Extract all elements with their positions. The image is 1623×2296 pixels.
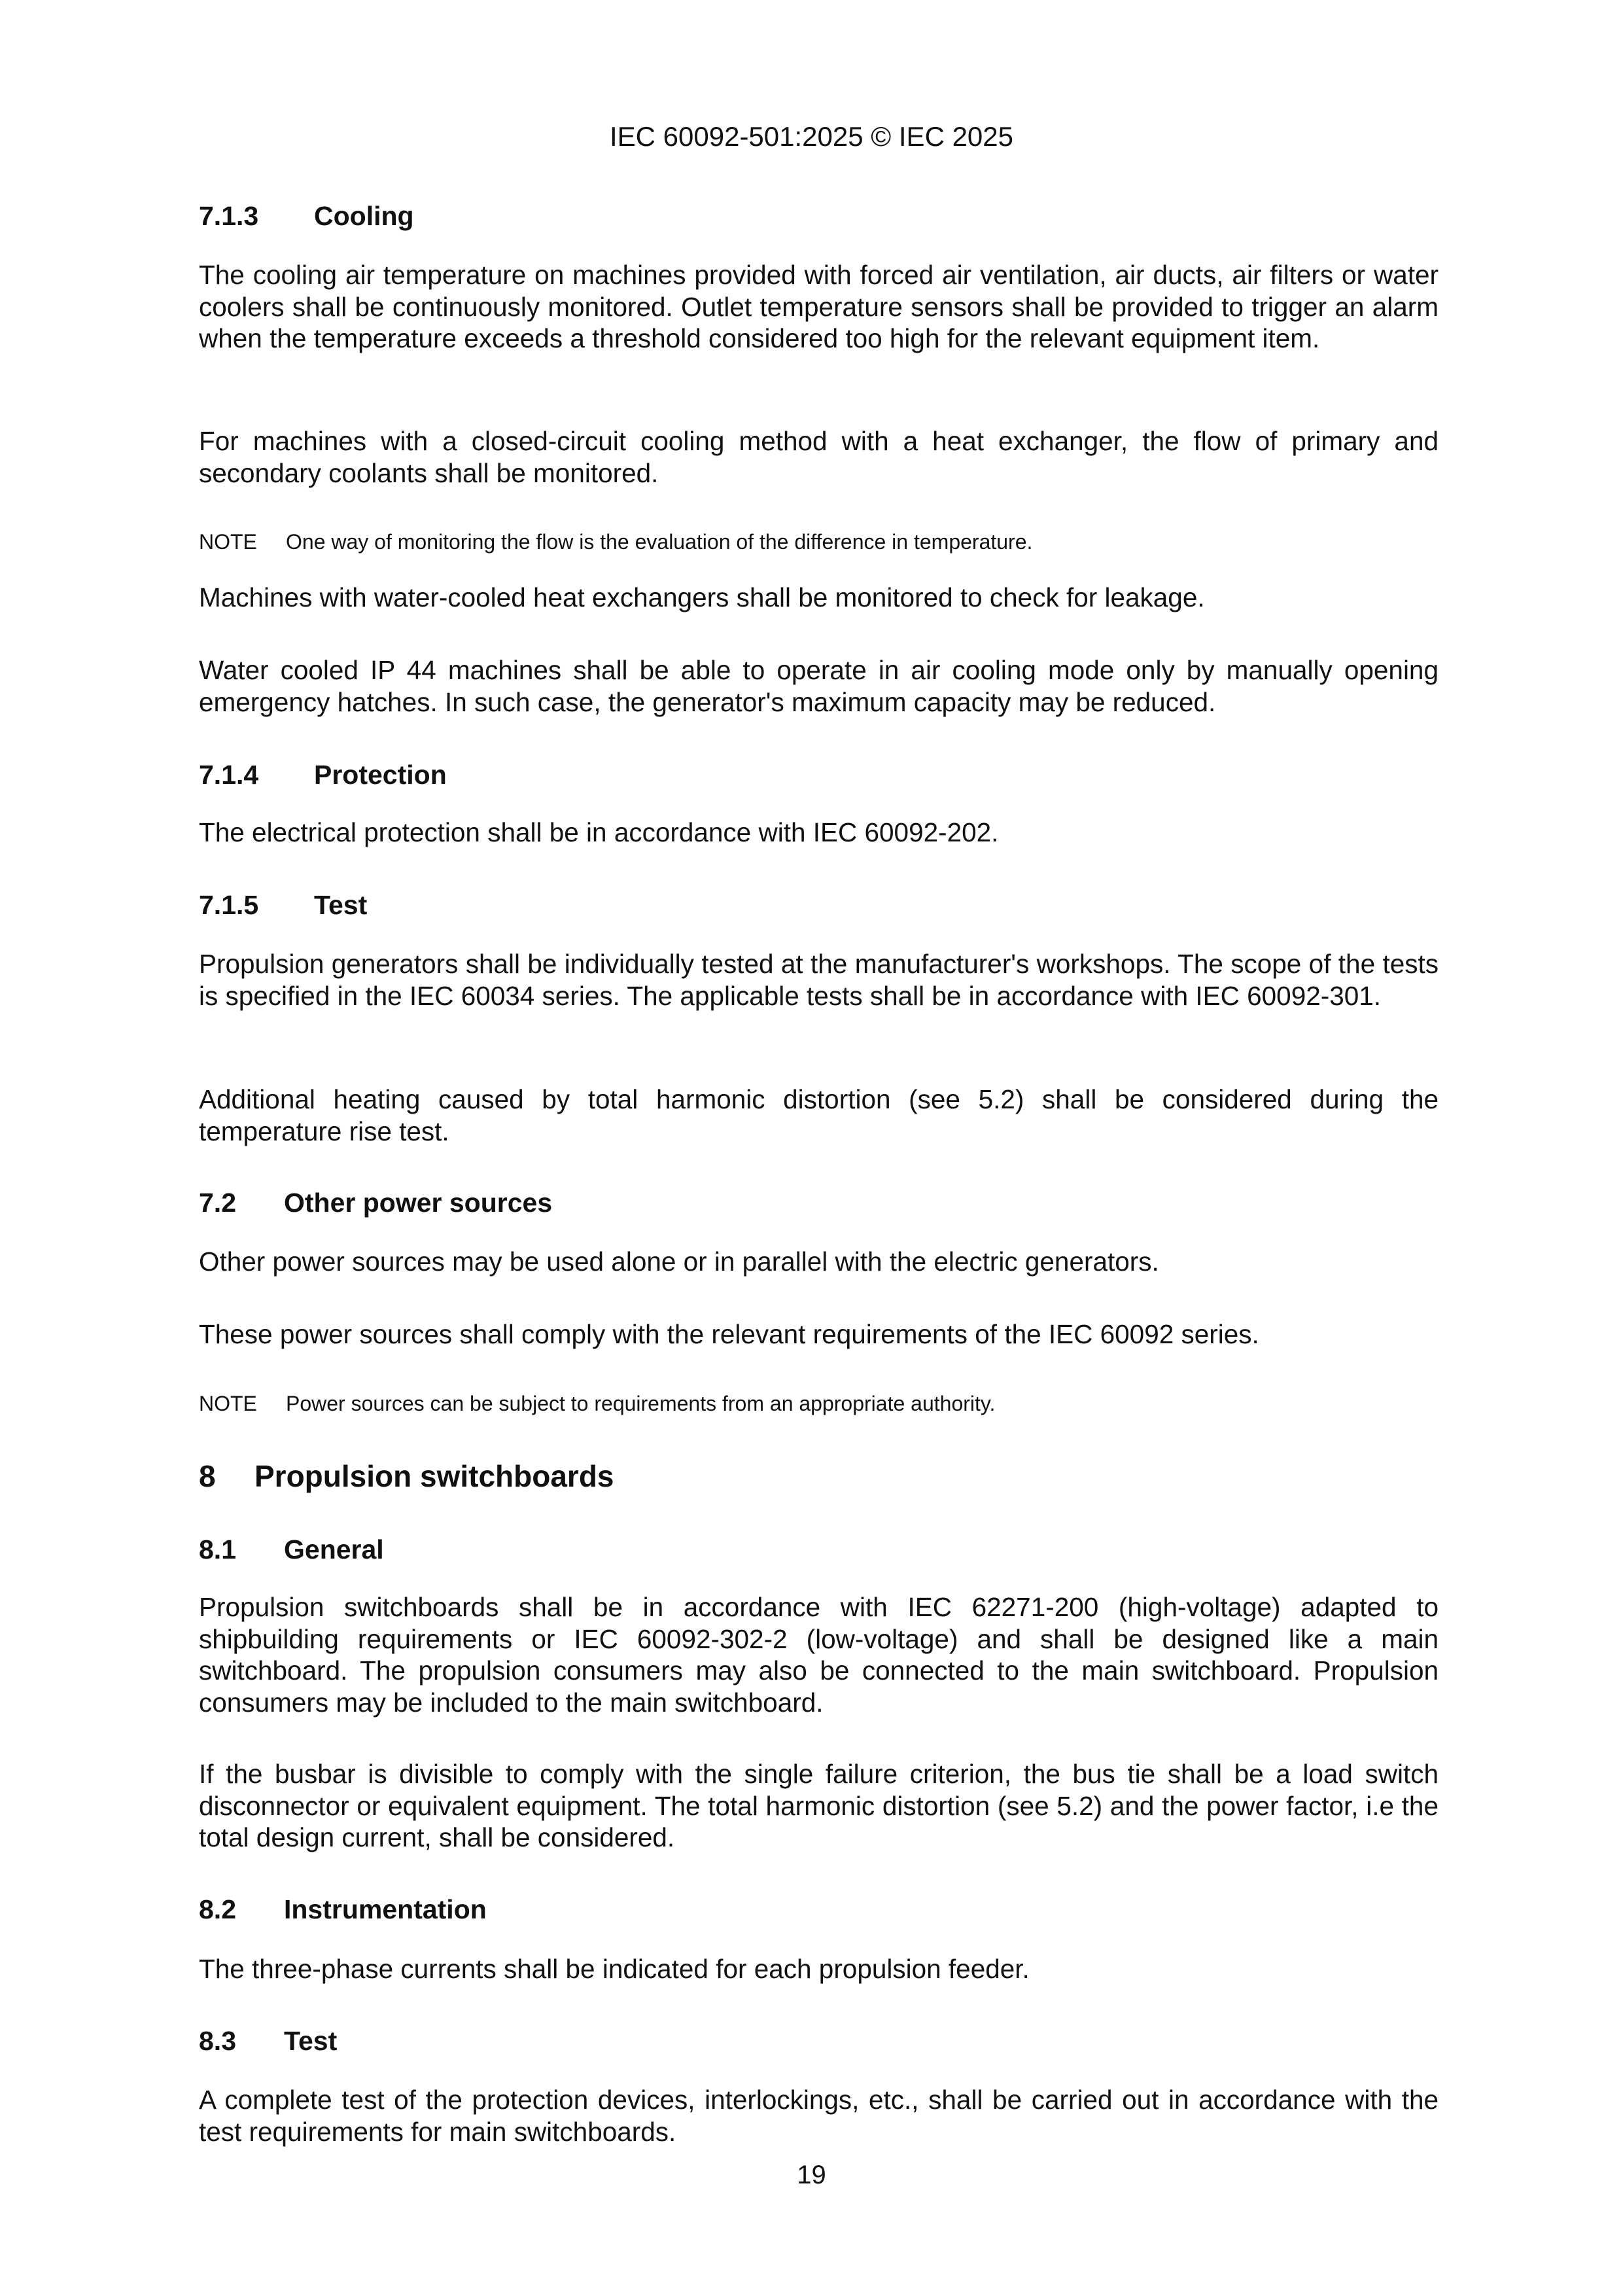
paragraph-cooling-3: Machines with water-cooled heat exchangers shall be monitored to check for leakage. (199, 582, 1205, 612)
paragraph-instrumentation-1: The three-phase currents shall be indicated for each propulsion feeder. (199, 1954, 1030, 1984)
heading-title: Protection (314, 760, 447, 790)
heading-title: Test (284, 2026, 338, 2056)
heading-8 (199, 1458, 1439, 1494)
paragraph-cooling-4: Water cooled IP 44 machines shall be able to operate in air cooling mode only by manually opening emergency hatches. In such case, the generator's maximum capacity may be reduced. (199, 655, 1439, 717)
paragraph-test-2: Additional heating caused by total harmonic distortion (see 5.2) shall be considered during the temperature rise test. (199, 1084, 1439, 1146)
note-text: Power sources can be subject to requirements from an appropriate authority. (286, 1392, 996, 1415)
heading-title: Other power sources (284, 1188, 553, 1218)
paragraph-test-1: Propulsion generators shall be individually tested at the manufacturer's workshops. The scope of the tests is specified in the IEC 60034 series. The applicable tests shall be in accordance with IEC 60092-301. (199, 949, 1439, 1011)
paragraph-cooling-2: For machines with a closed-circuit cooling method with a heat exchanger, the flow of primary and secondary coolants shall be monitored. (199, 426, 1439, 488)
page-header: IEC 60092-501:2025 © IEC 2025 (609, 121, 1014, 152)
heading-7-1-3 (199, 201, 1439, 232)
heading-8-1 (199, 1534, 1439, 1565)
note-label: NOTE (199, 530, 257, 554)
heading-title: Propulsion switchboards (254, 1459, 614, 1493)
heading-title: General (284, 1534, 384, 1564)
heading-7-2 (199, 1188, 1439, 1218)
paragraph-protection-1: The electrical protection shall be in accordance with IEC 60092-202. (199, 817, 999, 847)
heading-number: 8 (199, 1459, 216, 1493)
heading-8-3 (199, 2026, 1439, 2057)
heading-number: 8.1 (199, 1534, 236, 1564)
note-other-power (199, 1391, 1439, 1416)
paragraph-general-2: If the busbar is divisible to comply with the single failure criterion, the bus tie shall be a load switch disconnector or equivalent equipment. The total harmonic distortion (see 5.2) and the power factor, i.e the total design current, shall be considered. (199, 1759, 1439, 1852)
heading-number: 7.2 (199, 1188, 236, 1218)
note-label: NOTE (199, 1392, 257, 1415)
paragraph-cooling-1: The cooling air temperature on machines provided with forced air ventilation, air ducts, air filters or water coolers shall be continuously monitored. Outlet temperature sensors shall be provided to trigger an alarm when the temperature exceeds a threshold considered too high for the relevant equipment item. (199, 260, 1439, 353)
heading-8-2 (199, 1894, 1439, 1925)
heading-title: Cooling (314, 201, 414, 231)
heading-7-1-4 (199, 760, 1439, 790)
paragraph-general-1: Propulsion switchboards shall be in accordance with IEC 62271-200 (high-voltage) adapted to shipbuilding requirements or IEC 60092-302-2 (low-voltage) and shall be designed like a main switchboard. The propulsion consumers may also be connected to the main switchboard. Propulsion consumers may be included to the main switchboard. (199, 1592, 1439, 1718)
heading-number: 7.1.5 (199, 890, 259, 920)
paragraph-switchboard-test-1: A complete test of the protection devices, interlockings, etc., shall be carried out in accordance with the test requirements for main switchboards. (199, 2085, 1439, 2147)
note-cooling (199, 529, 1439, 554)
heading-7-1-5 (199, 890, 1439, 921)
heading-number: 7.1.4 (199, 760, 259, 790)
page-number: 19 (797, 2161, 826, 2189)
paragraph-other-power-1: Other power sources may be used alone or in parallel with the electric generators. (199, 1246, 1159, 1277)
heading-number: 7.1.3 (199, 201, 259, 231)
paragraph-other-power-2: These power sources shall comply with the relevant requirements of the IEC 60092 series. (199, 1319, 1259, 1349)
heading-number: 8.3 (199, 2026, 236, 2056)
heading-title: Test (314, 890, 368, 920)
note-text: One way of monitoring the flow is the evaluation of the difference in temperature. (286, 530, 1033, 554)
heading-title: Instrumentation (284, 1894, 487, 1924)
heading-number: 8.2 (199, 1894, 236, 1924)
